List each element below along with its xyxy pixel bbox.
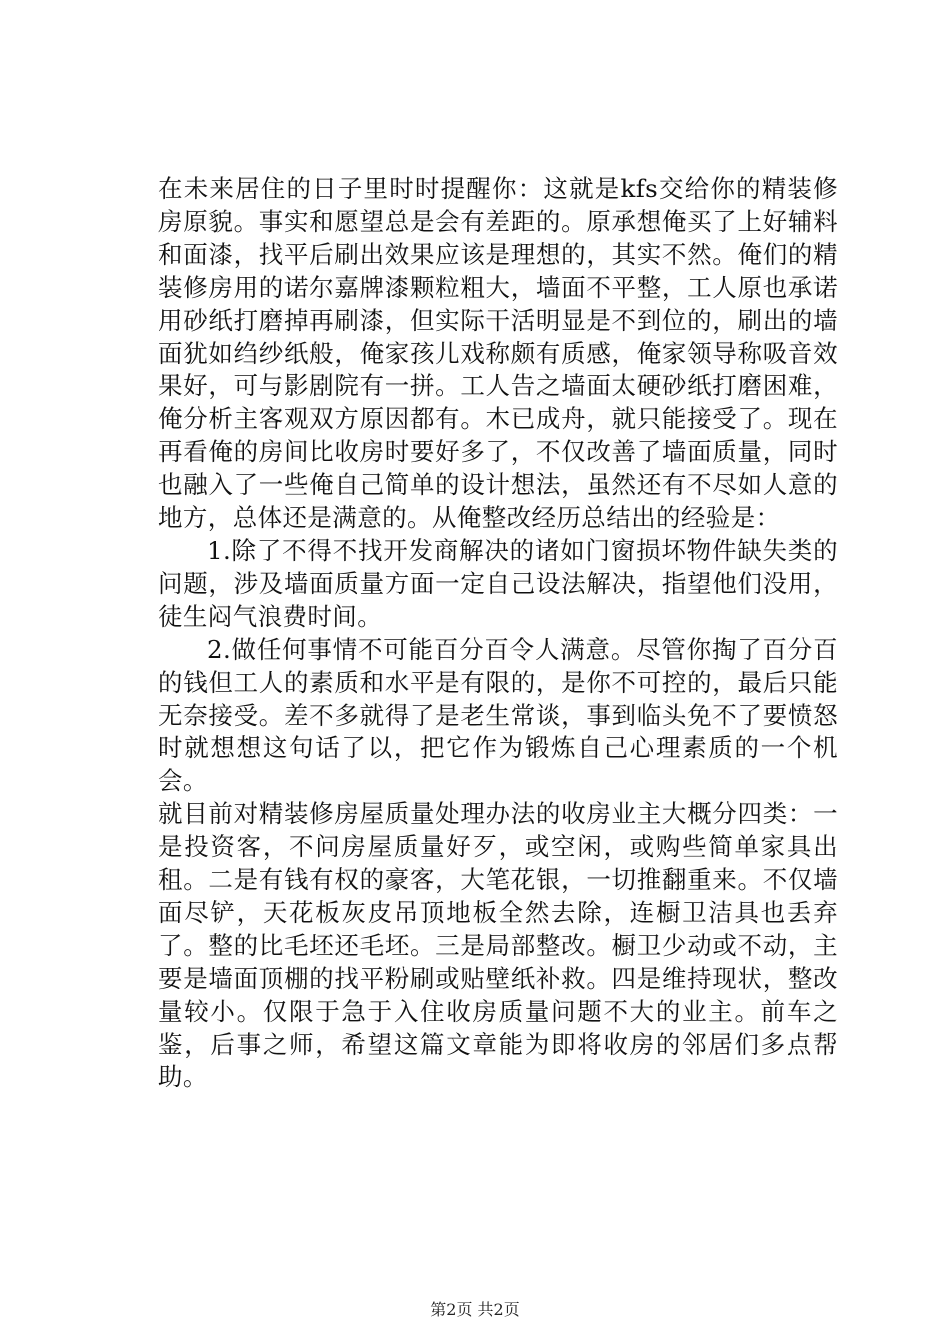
paragraph-conclusion: 就目前对精装修房屋质量处理办法的收房业主大概分四类：一是投资客，不问房屋质量好歹，或空闲，或购些简单家具出租。二是有钱有权的豪客，大笔花银，一切推翻重来。不仅墙面尽铲，天花板灰皮吊顶地板全然去除，连橱卫洁具也丢弃了。整的比毛坯还毛坯。三是局部整改。橱卫少动或不动，主要是墙面顶棚的找平粉刷或贴壁纸补救。四是维持现状，整改量较小。仅限于急于入住收房质量问题不大的业主。前车之鉴，后事之师，希望这篇文章能为即将收房的邻居们多点帮助。 <box>158 799 838 1092</box>
paragraph-point-1: 1.除了不得不找开发商解决的诸如门窗损坏物件缺失类的问题，涉及墙面质量方面一定自己设法解决，指望他们没用，徒生闷气浪费时间。 <box>158 535 838 631</box>
paragraph-point-2: 2.做任何事情不可能百分百令人满意。尽管你掏了百分百的钱但工人的素质和水平是有限的，是你不可控的，最后只能无奈接受。差不多就得了是老生常谈，事到临头免不了要愤怒时就想想这句话了以，把它作为锻炼自己心理素质的一个机会。 <box>158 634 838 796</box>
document-body <box>158 173 838 1094</box>
page-number-footer: 第2页 共2页 <box>430 1300 520 1319</box>
paragraph-intro: 在未来居住的日子里时时提醒你：这就是kfs交给你的精装修房原貌。事实和愿望总是会有差距的。原承想俺买了上好辅料和面漆，找平后刷出效果应该是理想的，其实不然。俺们的精装修房用的诺尔嘉牌漆颗粒粗大，墙面不平整，工人原也承诺用砂纸打磨掉再刷漆，但实际干活明显是不到位的，刷出的墙面犹如绉纱纸般，俺家孩儿戏称颇有质感，俺家领导称吸音效果好，可与影剧院有一拼。工人告之墙面太硬砂纸打磨困难，俺分析主客观双方原因都有。木已成舟，就只能接受了。现在再看俺的房间比收房时要好多了，不仅改善了墙面质量，同时也融入了一些俺自己简单的设计想法，虽然还有不尽如人意的地方，总体还是满意的。从俺整改经历总结出的经验是： <box>158 174 838 533</box>
